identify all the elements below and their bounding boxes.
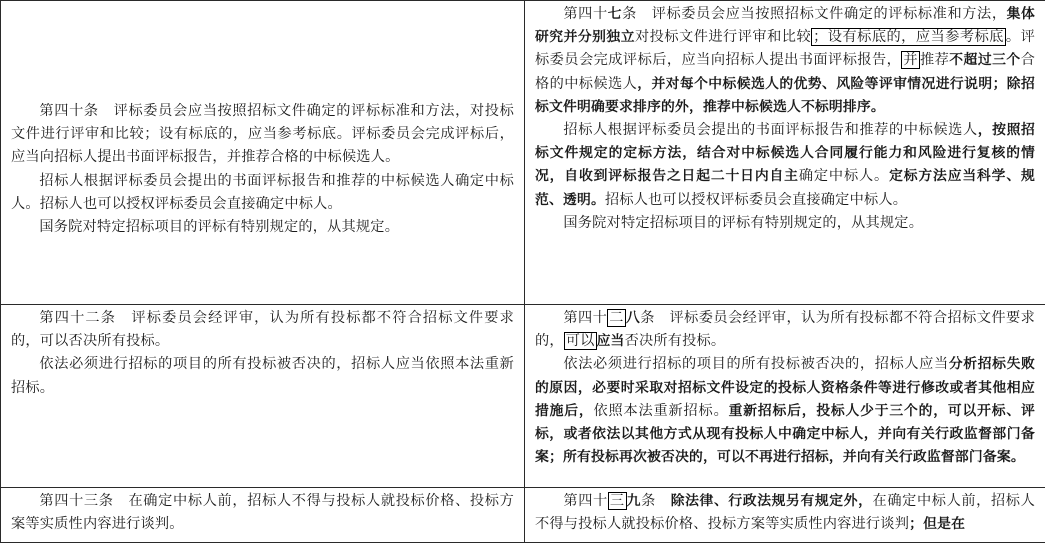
paragraph: 国务院对特定招标项目的评标有特别规定的，从其规定。 [535,212,1035,235]
revised-article-48 [525,305,1045,488]
revised-article-49 [525,488,1045,543]
paragraph: 国务院对特定招标项目的评标有特别规定的，从其规定。 [11,216,514,239]
deleted-text-box: 并 [901,51,920,69]
deleted-text-box: 三 [608,492,627,510]
original-article-40 [1,1,525,305]
table-row [1,488,1045,543]
paragraph: 第四十三条 在确定中标人前，招标人不得与投标人就投标价格、投标方案等实质性内容进行谈判。 [11,490,514,536]
paragraph: 第四十 三 九条 除法律、行政法规另有规定外，在确定中标人前，招标人不得与投标人就投标价格、投标方案等实质性内容进行谈判；但是在 [535,490,1035,536]
paragraph: 第四十条 评标委员会应当按照招标文件确定的评标标准和方法，对投标文件进行评审和比较；设有标底的，应当参考标底。评标委员会完成评标后，应当向招标人提出书面评标报告，并推荐合格的中标候选人。 [11,100,514,170]
paragraph: 依法必须进行招标的项目的所有投标被否决的，招标人应当分析招标失败的原因，必要时采取对招标文件设定的投标人资格条件等进行修改或者其他相应措施后，依照本法重新招标。重新招标后，投标人少于三个的，可以开标、评标，或者依法以其他方式从现有投标人中确定中标人，并向有关行政监督部门备案；所有投标再次被否决的，可以不再进行招标，并向有关行政监督部门备案。 [535,353,1035,469]
paragraph: 第四十 二 八条 评标委员会经评审，认为所有投标都不符合招标文件要求的， 可以 应当否决所有投标。 [535,307,1035,353]
paragraph: 第四十七条 评标委员会应当按照招标文件确定的评标标准和方法，集体研究并分别独立对投标文件进行评审和比较 ；设有标底的，应当参考标底 。评标委员会完成评标后，应当向招标人提出书面评标报告， 并 推荐不超过三个合格的中标候选人，并对每个中标候选人的优势、风险等评审情况进行说明；除招标文件明确要求排序的外，推荐中标候选人不标明排序。 [535,3,1035,119]
deleted-text-box: ；设有标底的，应当参考标底 [811,28,1006,46]
paragraph: 依法必须进行招标的项目的所有投标被否决的，招标人应当依照本法重新招标。 [11,353,514,399]
original-article-42 [1,305,525,488]
original-article-43 [1,488,525,543]
paragraph: 第四十二条 评标委员会经评审，认为所有投标都不符合招标文件要求的，可以否决所有投标。 [11,307,514,353]
deleted-text-box: 二 [607,309,626,327]
revised-article-47 [525,1,1045,305]
paragraph: 招标人根据评标委员会提出的书面评标报告和推荐的中标候选人确定中标人。招标人也可以授权评标委员会直接确定中标人。 [11,170,514,216]
deleted-text-box: 可以 [564,332,597,350]
paragraph: 招标人根据评标委员会提出的书面评标报告和推荐的中标候选人，按照招标文件规定的定标方法，结合对中标候选人合同履行能力和风险进行复核的情况，自收到评标报告之日起二十日内自主确定中标人。定标方法应当科学、规范、透明。招标人也可以授权评标委员会直接确定中标人。 [535,119,1035,212]
table-row [1,1,1045,305]
table-row [1,305,1045,488]
